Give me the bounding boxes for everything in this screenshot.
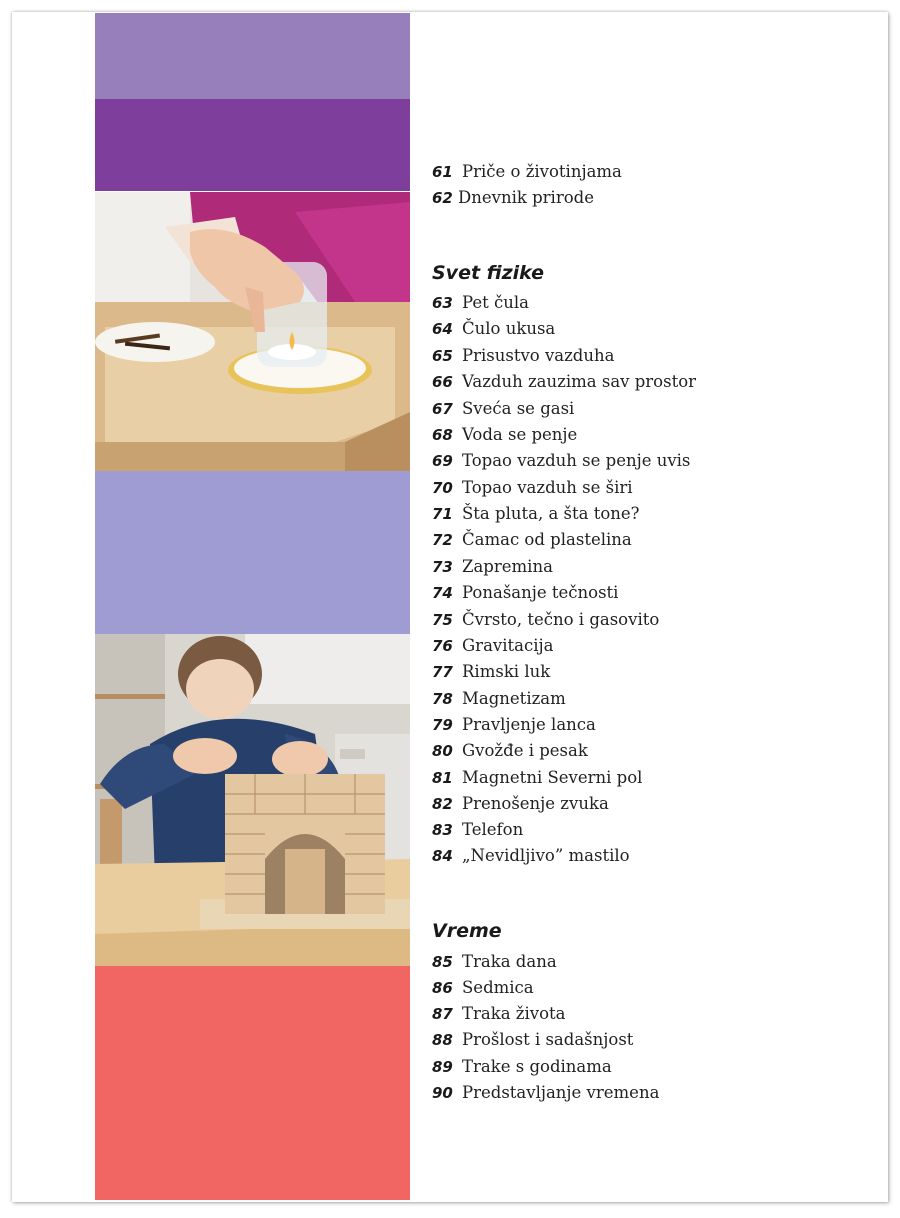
toc-item[interactable] bbox=[432, 687, 566, 711]
toc-item-title: Čulo ukusa bbox=[462, 319, 556, 338]
toc-item-number: 72 bbox=[432, 531, 453, 549]
toc-item[interactable] bbox=[432, 1002, 566, 1026]
toc-item-title: Šta pluta, a šta tone? bbox=[462, 504, 640, 523]
toc-item-title: Pet čula bbox=[462, 293, 529, 312]
toc-item-number: 82 bbox=[432, 795, 453, 813]
photo-roman-arch bbox=[95, 634, 410, 966]
photo-candle-experiment bbox=[95, 192, 410, 471]
toc-item-title: Prisustvo vazduha bbox=[462, 346, 615, 365]
toc-item-title: Prenošenje zvuka bbox=[462, 794, 609, 813]
toc-item-title: Ponašanje tečnosti bbox=[462, 583, 619, 602]
section-heading-physics: Svet fizike bbox=[432, 262, 545, 284]
toc-item[interactable] bbox=[432, 766, 642, 790]
toc-item-number: 67 bbox=[432, 400, 453, 418]
toc-item-number: 73 bbox=[432, 558, 453, 576]
toc-item-title: Zapremina bbox=[462, 557, 553, 576]
toc-item[interactable] bbox=[432, 160, 622, 184]
toc-item-title: Predstavljanje vremena bbox=[462, 1083, 660, 1102]
toc-item-number: 89 bbox=[432, 1058, 453, 1076]
toc-item[interactable] bbox=[432, 476, 633, 500]
toc-item[interactable] bbox=[432, 660, 550, 684]
toc-item[interactable] bbox=[432, 739, 588, 763]
toc-item[interactable] bbox=[432, 344, 614, 368]
section-heading-time: Vreme bbox=[432, 920, 502, 942]
toc-item[interactable] bbox=[432, 581, 618, 605]
toc-item-number: 81 bbox=[432, 769, 453, 787]
toc-item-title: „Nevidljivo” mastilo bbox=[462, 846, 630, 865]
toc-item-number: 83 bbox=[432, 821, 453, 839]
toc-item-title: Sveća se gasi bbox=[462, 399, 575, 418]
toc-item[interactable] bbox=[432, 976, 534, 1000]
toc-item[interactable] bbox=[432, 792, 609, 816]
toc-item[interactable] bbox=[432, 1028, 633, 1052]
toc-item-number: 86 bbox=[432, 979, 453, 997]
toc-item-number: 65 bbox=[432, 347, 453, 365]
toc-item-number: 69 bbox=[432, 452, 453, 470]
toc-item-title: Traka života bbox=[462, 1004, 566, 1023]
toc-item[interactable] bbox=[432, 555, 553, 579]
toc-item-title: Dnevnik prirode bbox=[458, 188, 594, 207]
toc-item-number: 66 bbox=[432, 373, 453, 391]
toc-item[interactable] bbox=[432, 844, 630, 868]
toc-item-number: 77 bbox=[432, 663, 453, 681]
toc-item-number: 85 bbox=[432, 953, 453, 971]
color-band-coral bbox=[95, 966, 410, 1200]
toc-item[interactable] bbox=[432, 449, 690, 473]
toc-item[interactable] bbox=[432, 818, 523, 842]
toc-item[interactable] bbox=[432, 608, 659, 632]
toc-item-number: 62 bbox=[432, 189, 453, 207]
toc-item[interactable] bbox=[432, 1081, 659, 1105]
toc-item[interactable] bbox=[432, 291, 529, 315]
color-band-purple bbox=[95, 99, 410, 191]
toc-item-title: Gvožđe i pesak bbox=[462, 741, 588, 760]
toc-item-title: Prošlost i sadašnjost bbox=[462, 1030, 634, 1049]
toc-item-number: 88 bbox=[432, 1031, 453, 1049]
toc-item-number: 84 bbox=[432, 847, 453, 865]
toc-item-title: Telefon bbox=[462, 820, 524, 839]
toc-item[interactable] bbox=[432, 1055, 612, 1079]
toc-item[interactable] bbox=[432, 713, 596, 737]
color-band-light-purple bbox=[95, 13, 410, 99]
toc-item-number: 74 bbox=[432, 584, 453, 602]
toc-item-title: Priče o životinjama bbox=[462, 162, 622, 181]
toc-item-number: 71 bbox=[432, 505, 453, 523]
toc-item[interactable] bbox=[432, 186, 594, 210]
toc-item-title: Trake s godinama bbox=[462, 1057, 612, 1076]
toc-item-title: Topao vazduh se penje uvis bbox=[462, 451, 691, 470]
toc-item[interactable] bbox=[432, 950, 557, 974]
toc-item-title: Traka dana bbox=[462, 952, 557, 971]
toc-item-number: 76 bbox=[432, 637, 453, 655]
toc-item-number: 80 bbox=[432, 742, 453, 760]
toc-item-title: Vazduh zauzima sav prostor bbox=[462, 372, 697, 391]
toc-item-number: 68 bbox=[432, 426, 453, 444]
toc-item[interactable] bbox=[432, 423, 577, 447]
toc-item-title: Čvrsto, tečno i gasovito bbox=[462, 610, 660, 629]
toc-item-title: Pravljenje lanca bbox=[462, 715, 596, 734]
book-page bbox=[12, 12, 888, 1202]
toc-item-number: 87 bbox=[432, 1005, 453, 1023]
toc-item-number: 63 bbox=[432, 294, 453, 312]
toc-item-title: Magnetni Severni pol bbox=[462, 768, 643, 787]
color-band-lavender bbox=[95, 471, 410, 634]
toc-item[interactable] bbox=[432, 502, 640, 526]
toc-item-number: 64 bbox=[432, 320, 453, 338]
toc-item-title: Gravitacija bbox=[462, 636, 554, 655]
toc-item[interactable] bbox=[432, 634, 553, 658]
toc-item-number: 90 bbox=[432, 1084, 453, 1102]
toc-item-number: 78 bbox=[432, 690, 453, 708]
toc-item[interactable] bbox=[432, 528, 632, 552]
toc-item[interactable] bbox=[432, 317, 555, 341]
toc-item-title: Topao vazduh se širi bbox=[462, 478, 633, 497]
toc-item-number: 61 bbox=[432, 163, 453, 181]
toc-item-title: Čamac od plastelina bbox=[462, 530, 632, 549]
toc-item-number: 70 bbox=[432, 479, 453, 497]
toc-item-title: Magnetizam bbox=[462, 689, 566, 708]
toc-item-number: 79 bbox=[432, 716, 453, 734]
toc-item-title: Rimski luk bbox=[462, 662, 551, 681]
toc-item[interactable] bbox=[432, 397, 574, 421]
toc-item-title: Sedmica bbox=[462, 978, 534, 997]
toc-item[interactable] bbox=[432, 370, 696, 394]
toc-item-number: 75 bbox=[432, 611, 453, 629]
toc-item-title: Voda se penje bbox=[462, 425, 578, 444]
